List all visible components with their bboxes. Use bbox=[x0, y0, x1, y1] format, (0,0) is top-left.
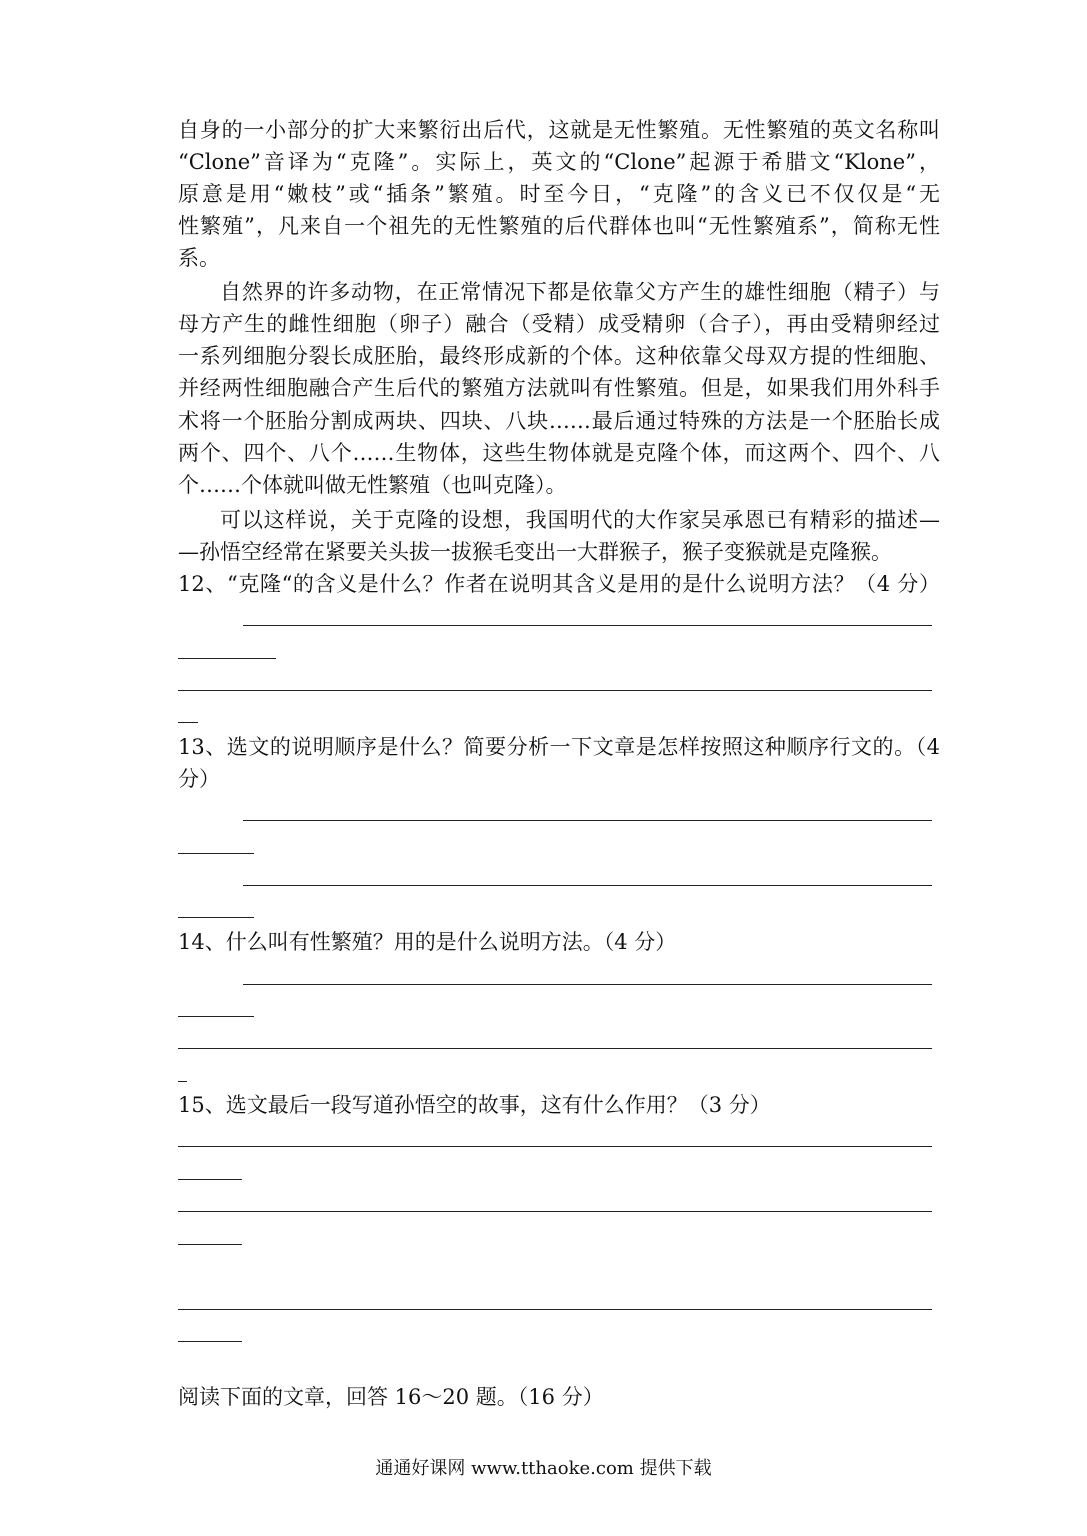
answer-line[interactable] bbox=[178, 1211, 932, 1212]
answer-line[interactable] bbox=[243, 820, 932, 821]
answer-line[interactable] bbox=[178, 1179, 242, 1180]
answer-line[interactable] bbox=[178, 658, 276, 659]
answer-line[interactable] bbox=[243, 885, 932, 886]
passage-line: 自身的一小部分的扩大来繁衍出后代，这就是无性繁殖。无性繁殖的英文名称叫 bbox=[178, 118, 940, 142]
answer-line[interactable] bbox=[178, 1244, 242, 1245]
answer-line[interactable] bbox=[178, 917, 254, 918]
passage-line: —孙悟空经常在紧要关头拔一拔猴毛变出一大群猴子，猴子变猴就是克隆猴。 bbox=[178, 540, 892, 564]
passage-line: 个……个体就叫做无性繁殖（也叫克隆）。 bbox=[178, 473, 567, 497]
passage-line: 术将一个胚胎分割成两块、四块、八块……最后通过特殊的方法是一个胚胎长成 bbox=[178, 409, 940, 433]
passage-line: “Clone”音译为“克隆”。实际上，英文的“Clone”起源于希腊文“Klone”， bbox=[178, 150, 940, 174]
question-15: 15、选文最后一段写道孙悟空的故事，这有什么作用？（3 分） bbox=[178, 1093, 771, 1117]
answer-line[interactable] bbox=[178, 1341, 242, 1342]
passage-line: 并经两性细胞融合产生后代的繁殖方法就叫有性繁殖。但是，如果我们用外科手 bbox=[178, 376, 940, 400]
passage-line: 系。 bbox=[178, 246, 220, 270]
answer-line[interactable] bbox=[178, 1081, 187, 1082]
passage-line: 自然界的许多动物，在正常情况下都是依靠父方产生的雄性细胞（精子）与 bbox=[220, 280, 940, 304]
answer-line[interactable] bbox=[178, 853, 254, 854]
answer-line[interactable] bbox=[178, 722, 198, 723]
passage-line: 性繁殖”，凡来自一个祖先的无性繁殖的后代群体也叫“无性繁殖系”，简称无性 bbox=[178, 214, 940, 238]
passage-line: 可以这样说，关于克隆的设想，我国明代的大作家吴承恩已有精彩的描述— bbox=[220, 508, 940, 532]
answer-line[interactable] bbox=[178, 690, 932, 691]
question-14: 14、什么叫有性繁殖？用的是什么说明方法。（4 分） bbox=[178, 930, 677, 954]
answer-line[interactable] bbox=[178, 1309, 932, 1310]
answer-line[interactable] bbox=[243, 984, 932, 985]
passage-line: 母方产生的雌性细胞（卵子）融合（受精）成受精卵（合子），再由受精卵经过 bbox=[178, 312, 940, 336]
next-section-heading: 阅读下面的文章，回答 16～20 题。（16 分） bbox=[178, 1385, 604, 1409]
answer-line[interactable] bbox=[178, 1016, 254, 1017]
passage-line: 原意是用“嫩枝”或“插条”繁殖。时至今日，“克隆”的含义已不仅仅是“无 bbox=[178, 182, 940, 206]
question-13: 13、选文的说明顺序是什么？简要分析一下文章是怎样按照这种顺序行文的。（4 bbox=[178, 735, 940, 759]
answer-line[interactable] bbox=[178, 1146, 932, 1147]
passage-line: 一系列细胞分裂长成胚胎，最终形成新的个体。这种依靠父母双方提的性细胞、 bbox=[178, 344, 940, 368]
answer-line[interactable] bbox=[178, 1048, 932, 1049]
passage-line: 两个、四个、八个……生物体，这些生物体就是克隆个体，而这两个、四个、八 bbox=[178, 441, 940, 465]
page-footer: 通通好课网 www.tthaoke.com 提供下载 bbox=[375, 1458, 712, 1479]
question-12: 12、“克隆“的含义是什么？作者在说明其含义是用的是什么说明方法？（4 分） bbox=[178, 572, 940, 596]
answer-line[interactable] bbox=[243, 625, 932, 626]
question-13-continued: 分） bbox=[178, 767, 220, 791]
